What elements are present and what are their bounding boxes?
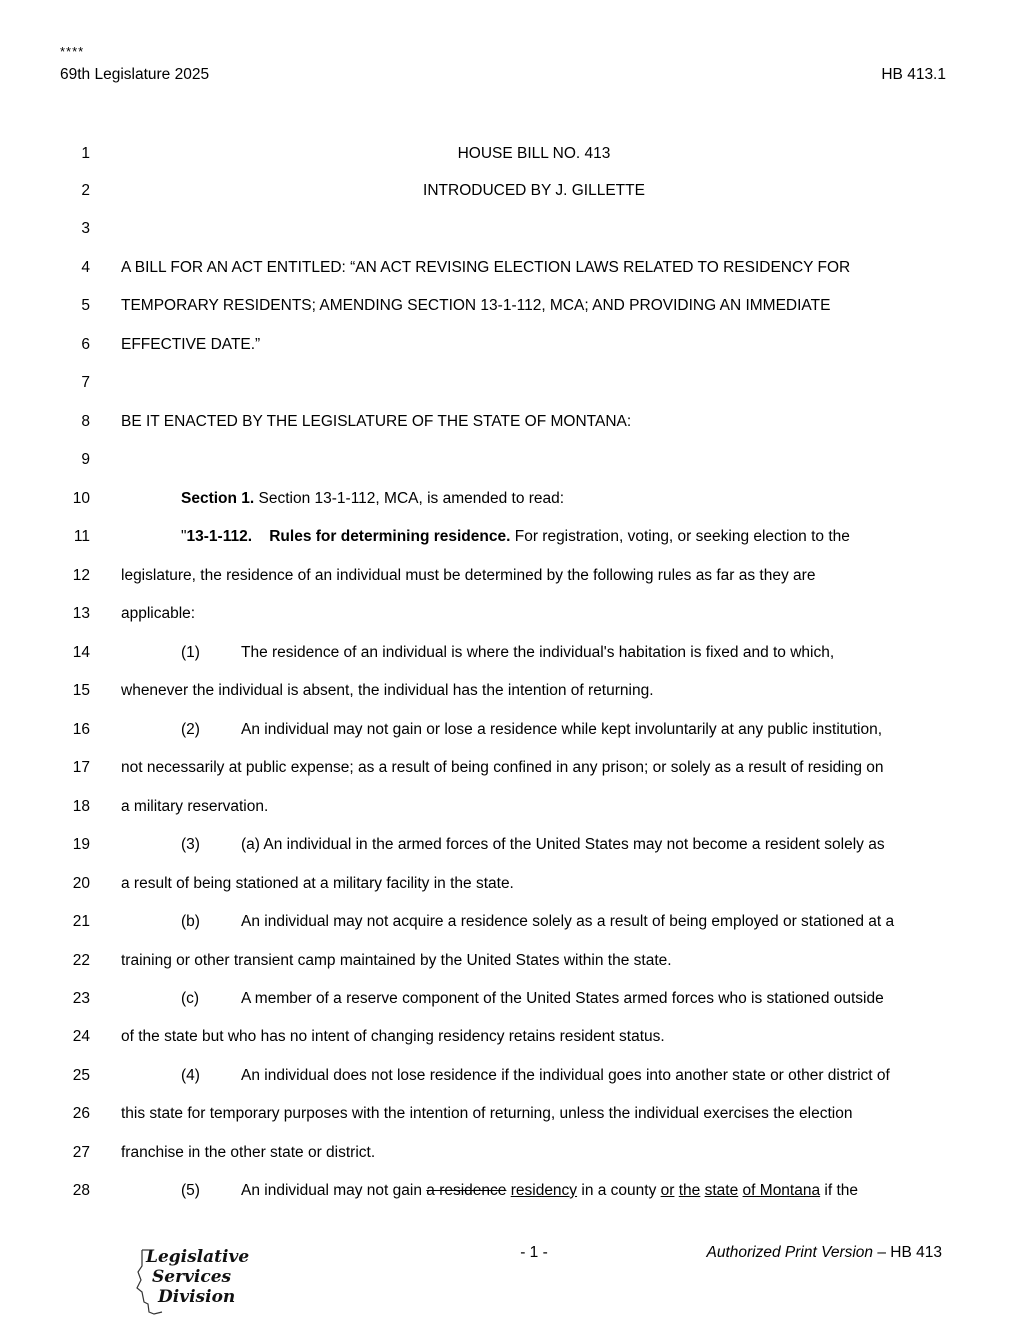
line-number: 21 (72, 913, 90, 930)
line-text (181, 642, 834, 664)
line-number: 26 (72, 1105, 90, 1122)
line-1 (0, 143, 1024, 165)
line-number: 18 (72, 798, 90, 815)
line-text (181, 1065, 890, 1087)
subsection-number: (5) (181, 1182, 200, 1199)
line-18 (0, 796, 1024, 818)
authorized-version-bill: – HB 413 (873, 1244, 942, 1261)
line-number: 5 (81, 297, 90, 314)
line-13 (0, 603, 1024, 625)
enacting-clause: BE IT ENACTED BY THE LEGISLATURE OF THE STATE OF MONTANA: (121, 413, 632, 430)
line-text: of the state but who has no intent of changing residency retains resident status. (121, 1028, 665, 1045)
authorized-version-label (706, 1244, 942, 1262)
line-number: 9 (81, 451, 90, 468)
line-text: applicable: (121, 605, 196, 622)
text-segment: if the (820, 1182, 859, 1199)
logo-line-1: Legislative (146, 1247, 250, 1267)
line-text (181, 488, 564, 510)
line-text (181, 719, 882, 741)
line-number: 4 (81, 259, 90, 276)
line-number: 17 (72, 759, 90, 776)
line-25 (0, 1065, 1024, 1087)
line-text (181, 911, 894, 933)
line-10 (0, 488, 1024, 510)
line-text-rest: The residence of an individual is where the individual's habitation is fixed and to which, (241, 644, 835, 661)
line-text: this state for temporary purposes with the intention of returning, unless the individual exercises the election (121, 1105, 853, 1122)
line-text-rest: An individual may not gain or lose a residence while kept involuntarily at any public institution, (241, 721, 883, 738)
line-number: 12 (72, 567, 90, 584)
line-4 (0, 257, 1024, 279)
subsection-number: (4) (181, 1067, 200, 1084)
line-12 (0, 565, 1024, 587)
subsection-number: (1) (181, 644, 200, 661)
line-number: 25 (72, 1067, 90, 1084)
line-16 (0, 719, 1024, 741)
subsection-number: (3) (181, 836, 200, 853)
struck-text: a residence (426, 1182, 507, 1199)
line-26 (0, 1103, 1024, 1125)
line-number: 16 (72, 721, 90, 738)
authorized-version-italic: Authorized Print Version (706, 1244, 874, 1261)
bill-title: HOUSE BILL NO. 413 (457, 145, 611, 162)
line-23 (0, 988, 1024, 1010)
line-text-rest: Section 13-1-112, MCA, is amended to read: (254, 490, 565, 507)
line-text (181, 834, 885, 856)
inserted-text: the (678, 1182, 701, 1199)
line-number: 7 (81, 374, 90, 391)
inserted-text: of Montana (742, 1182, 821, 1199)
line-19 (0, 834, 1024, 856)
line-number: 19 (72, 836, 90, 853)
line-7 (0, 372, 1024, 394)
line-11 (0, 526, 1024, 548)
line-text (181, 526, 850, 548)
line-text: A BILL FOR AN ACT ENTITLED: “AN ACT REVISING ELECTION LAWS RELATED TO RESIDENCY FOR (121, 259, 851, 276)
line-number: 3 (81, 220, 90, 237)
line-text-rest: For registration, voting, or seeking election to the (510, 528, 850, 545)
page-number: - 1 - (520, 1244, 548, 1261)
line-22 (0, 950, 1024, 972)
line-5 (0, 295, 1024, 317)
legislature-label: 69th Legislature 2025 (60, 66, 210, 83)
section-heading: Section 1. (181, 490, 255, 507)
line-28 (0, 1180, 1024, 1202)
line-20 (0, 873, 1024, 895)
line-text: not necessarily at public expense; as a result of being confined in any prison; or solely as a result of residing on (121, 759, 884, 776)
open-quote: " (181, 528, 187, 545)
line-21 (0, 911, 1024, 933)
line-number: 20 (72, 875, 90, 892)
inserted-text: state (704, 1182, 739, 1199)
line-text-rest: (a) An individual in the armed forces of the United States may not become a resident solely as (241, 836, 885, 853)
logo-line-2: Services (152, 1267, 232, 1287)
line-number: 11 (73, 528, 90, 545)
line-text: legislature, the residence of an individual must be determined by the following rules as far as they are (121, 567, 816, 584)
line-3 (0, 218, 1024, 240)
header-stars: **** (60, 44, 85, 59)
line-text-rest: A member of a reserve component of the United States armed forces who is stationed outside (241, 990, 884, 1007)
line-text: TEMPORARY RESIDENTS; AMENDING SECTION 13-1-112, MCA; AND PROVIDING AN IMMEDIATE (121, 297, 831, 314)
line-number: 22 (72, 952, 90, 969)
line-number: 15 (72, 682, 90, 699)
line-number: 24 (72, 1028, 90, 1045)
statute-heading: 13-1-112. Rules for determining residence. (186, 528, 511, 545)
inserted-text: residency (510, 1182, 578, 1199)
line-number: 2 (81, 182, 90, 199)
line-text: a result of being stationed at a military facility in the state. (121, 875, 514, 892)
line-text: whenever the individual is absent, the individual has the intention of returning. (121, 682, 654, 699)
line-number: 10 (72, 490, 90, 507)
line-24 (0, 1026, 1024, 1048)
logo-line-3: Division (158, 1287, 236, 1307)
text-segment: in a county (577, 1182, 661, 1199)
line-6 (0, 334, 1024, 356)
text-segment: An individual may not gain (241, 1182, 427, 1199)
line-number: 14 (72, 644, 90, 661)
line-15 (0, 680, 1024, 702)
line-8 (0, 411, 1024, 433)
line-text: franchise in the other state or district. (121, 1144, 376, 1161)
line-14 (0, 642, 1024, 664)
line-text: a military reservation. (121, 798, 269, 815)
line-text (181, 1180, 858, 1202)
bill-sponsor: INTRODUCED BY J. GILLETTE (423, 182, 645, 199)
line-2 (0, 180, 1024, 202)
line-number: 1 (81, 145, 90, 162)
line-9 (0, 449, 1024, 471)
line-number: 6 (81, 336, 90, 353)
line-27 (0, 1142, 1024, 1164)
line-text-rest: An individual may not acquire a residence solely as a result of being employed or stationed at a (241, 913, 895, 930)
line-text: EFFECTIVE DATE.” (121, 336, 261, 353)
bill-id: HB 413.1 (881, 66, 946, 83)
inserted-text: or (660, 1182, 675, 1199)
line-text-rest: An individual does not lose residence if the individual goes into another state or other district of (241, 1067, 890, 1084)
line-text (181, 988, 884, 1010)
line-number: 23 (72, 990, 90, 1007)
line-17 (0, 757, 1024, 779)
line-number: 13 (72, 605, 90, 622)
line-text: training or other transient camp maintained by the United States within the state. (121, 952, 672, 969)
subsection-number: (b) (181, 913, 200, 930)
line-number: 27 (72, 1144, 90, 1161)
line-number: 8 (81, 413, 90, 430)
line-number: 28 (72, 1182, 90, 1199)
subsection-number: (c) (181, 990, 200, 1007)
subsection-number: (2) (181, 721, 200, 738)
